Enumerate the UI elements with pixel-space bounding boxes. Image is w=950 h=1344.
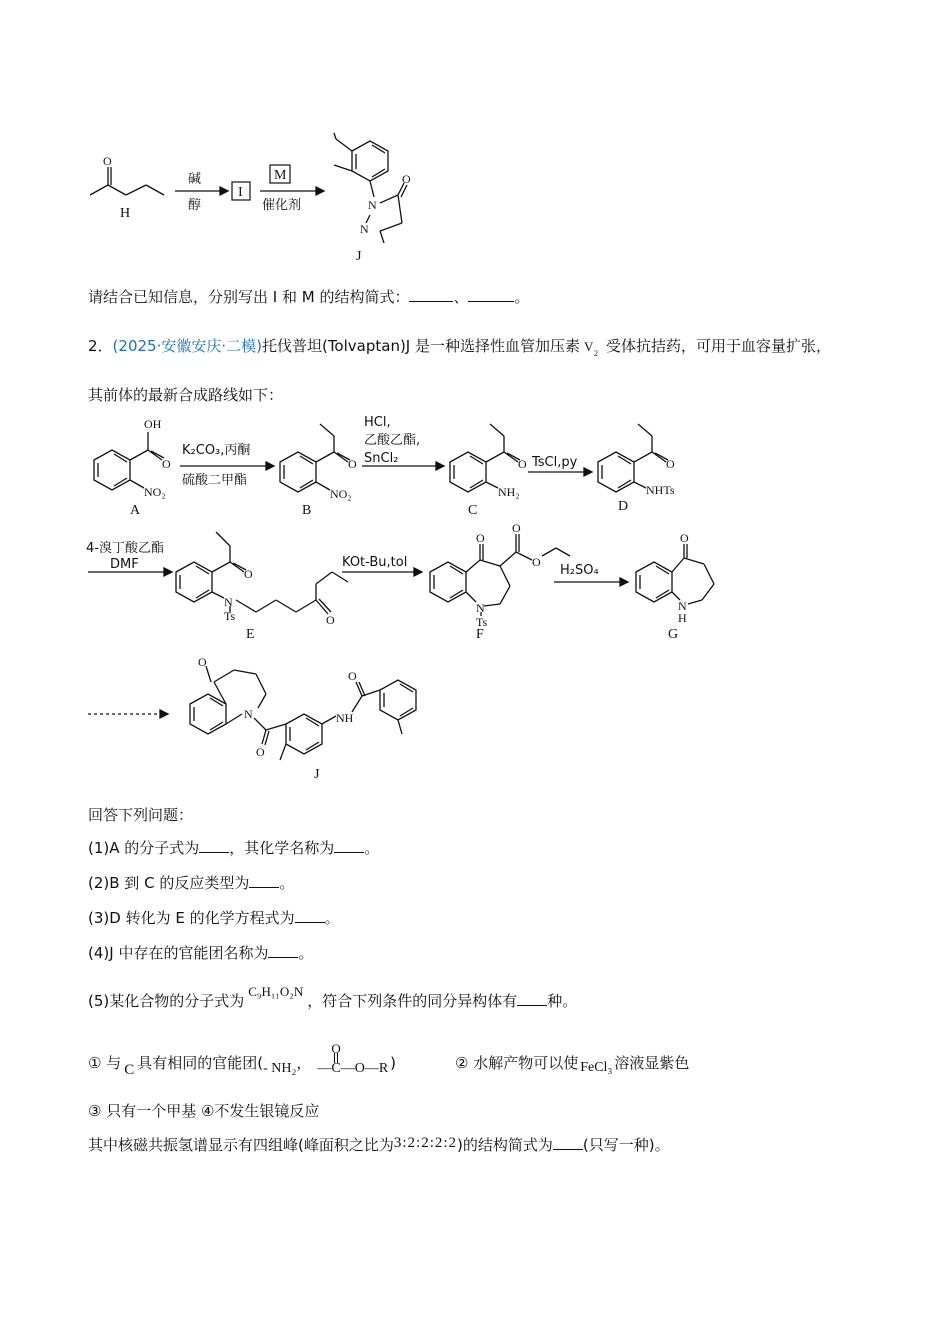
label-e: E xyxy=(246,627,255,642)
molecule-a xyxy=(94,417,171,518)
cond-1-ester-o: O xyxy=(331,1041,341,1056)
q2-number: 2． xyxy=(88,337,113,355)
cond-1-ester xyxy=(311,1041,389,1079)
svg-text:O: O xyxy=(198,655,207,669)
reagent-6: H₂SO₄ xyxy=(560,563,599,578)
molecule-d xyxy=(598,424,675,514)
svg-text:O: O xyxy=(532,555,541,569)
molecule-j xyxy=(190,655,416,782)
group-nh-j: NH xyxy=(336,711,354,725)
svg-text:O: O xyxy=(256,745,265,759)
product-j-label: J xyxy=(356,249,362,264)
answer-blank-3[interactable] xyxy=(295,908,325,923)
q-5-c: 种。 xyxy=(547,992,578,1010)
label-c: C xyxy=(468,503,478,518)
scheme-2-row-2 xyxy=(80,520,780,645)
svg-text:O: O xyxy=(244,567,253,581)
group-ts-e: Ts xyxy=(224,609,236,623)
scheme-1-diagram xyxy=(80,125,440,265)
box-i-label: I xyxy=(238,185,243,200)
molecule-g xyxy=(636,531,714,642)
answer-blank-1b[interactable] xyxy=(334,838,364,853)
reagent-5: KOt-Bu,tol xyxy=(342,555,408,570)
label-f: F xyxy=(476,627,484,642)
cond-1-close: ) xyxy=(390,1054,397,1072)
q2-intro-line xyxy=(88,336,831,356)
answer-blank-1a[interactable] xyxy=(199,838,229,853)
answer-blank-5[interactable] xyxy=(517,991,547,1006)
reagent-2-line-1: HCl, xyxy=(364,415,391,430)
last-c: (只写一种)。 xyxy=(582,1136,670,1154)
conditions-3-4: ③ 只有一个甲基 ④不发生银镜反应 xyxy=(88,1102,320,1120)
condition-2 xyxy=(455,1053,689,1075)
cond-2-a: ② 水解产物可以使 xyxy=(455,1054,579,1072)
q-1-c: 。 xyxy=(364,839,380,857)
q-3-a: (3)D 转化为 E 的化学方程式为 xyxy=(88,909,295,927)
answer-blank-2[interactable] xyxy=(249,873,279,888)
q1-sep: 、 xyxy=(453,288,469,306)
svg-text:O: O xyxy=(348,669,357,683)
q-1-b: ，其化学名称为 xyxy=(229,839,335,857)
cond-2-fecl3: FeCl₃ xyxy=(580,1060,613,1075)
reagent-base: 碱 xyxy=(188,172,202,187)
answer-blank-i[interactable] xyxy=(409,287,453,302)
svg-text:O: O xyxy=(348,457,357,471)
group-n-f: N xyxy=(476,601,485,615)
q-2-a: (2)B 到 C 的反应类型为 xyxy=(88,874,250,892)
molecule-e xyxy=(176,532,348,642)
molecule-b xyxy=(280,424,357,518)
answer-blank-m[interactable] xyxy=(468,287,514,302)
svg-text:O: O xyxy=(512,521,521,535)
q-5-b: ，符合下列条件的同分异构体有 xyxy=(307,992,518,1010)
reagent-3: TsCl,py xyxy=(532,455,578,470)
cond-1-a: ① 与 xyxy=(88,1054,122,1072)
q-4-b: 。 xyxy=(298,944,314,962)
final-question xyxy=(88,1135,670,1156)
svg-text:O: O xyxy=(103,154,112,168)
nmr-ratio: 3:2:2:2:2 xyxy=(393,1135,458,1151)
svg-text:O: O xyxy=(402,172,411,186)
svg-text:N: N xyxy=(360,222,369,236)
svg-text:O: O xyxy=(476,531,485,545)
catalyst-label: 催化剂 xyxy=(262,198,302,213)
cond-1-b: 具有相同的官能团( xyxy=(137,1054,264,1072)
reagent-1-line-2: 硫酸二甲酯 xyxy=(182,473,248,488)
molecule-c xyxy=(450,424,527,518)
q-4-a: (4)J 中存在的官能团名称为 xyxy=(88,944,269,962)
v2-subscript: 2 xyxy=(594,349,598,358)
group-n-j: N xyxy=(244,707,253,721)
q5-formula: C₉H₁₁O₂N xyxy=(248,984,304,999)
start-label: H xyxy=(120,206,131,221)
scheme-2-row-3 xyxy=(80,648,480,788)
q2-intro-b: 受体抗拮药，可用于血容量扩张， xyxy=(606,337,832,355)
group-h-g: H xyxy=(678,611,687,625)
q1-line xyxy=(88,287,529,307)
reagent-4-line-2: DMF xyxy=(110,557,139,572)
cond-1-c-symbol: C xyxy=(124,1062,135,1078)
answer-blank-4[interactable] xyxy=(268,943,298,958)
cond-1-comma: ， xyxy=(296,1054,312,1072)
svg-text:O: O xyxy=(326,613,335,627)
q-5-a: (5)某化合物的分子式为 xyxy=(88,992,245,1010)
reagent-4-line-1: 4-溴丁酸乙酯 xyxy=(86,541,164,556)
q2-source-link[interactable]: (2025·安徽安庆·二模) xyxy=(112,337,262,355)
group-n-g: N xyxy=(678,599,687,613)
reagent-alcohol: 醇 xyxy=(188,198,202,213)
reagent-2-line-2: 乙酸乙酯, xyxy=(364,433,421,448)
q2-intro-a: 托伐普坦(Tolvaptan)J 是一种选择性血管加压素 xyxy=(261,337,580,355)
box-m-label: M xyxy=(274,168,287,183)
svg-text:O: O xyxy=(680,531,689,545)
question-2 xyxy=(88,873,294,893)
molecule-f xyxy=(430,521,570,642)
question-4 xyxy=(88,943,313,963)
label-b: B xyxy=(302,503,312,518)
group-n-e: N xyxy=(224,595,233,609)
label-j: J xyxy=(314,767,320,782)
cond-1-ester-bond-2 xyxy=(337,1053,339,1063)
cond-1-ester-bond xyxy=(334,1053,336,1063)
q-1-a: (1)A 的分子式为 xyxy=(88,839,200,857)
group-o-a: O xyxy=(162,457,171,471)
group-oh: OH xyxy=(144,417,162,431)
reagent-2-line-3: SnCl₂ xyxy=(364,451,399,466)
reagent-1-line-1: K₂CO₃,丙酮 xyxy=(182,443,251,458)
label-g: G xyxy=(668,627,679,642)
q1-end: 。 xyxy=(514,288,530,306)
q2-intro-c: 其前体的最新合成路线如下： xyxy=(88,386,284,404)
scheme-2-row-1 xyxy=(80,410,780,520)
last-b: )的结构简式为 xyxy=(457,1136,553,1154)
svg-text:O: O xyxy=(518,457,527,471)
q-2-b: 。 xyxy=(279,874,295,892)
group-no2-a: NO₂ xyxy=(144,485,166,499)
questions-heading: 回答下列问题： xyxy=(88,806,194,824)
cond-2-b: 溶液显紫色 xyxy=(614,1054,690,1072)
svg-text:N: N xyxy=(368,198,377,212)
last-a: 其中核磁共振氢谱显示有四组峰(峰面积之比为 xyxy=(88,1136,394,1154)
v2-symbol: V xyxy=(584,339,594,354)
label-d: D xyxy=(618,499,629,514)
group-no2-b: NO₂ xyxy=(330,487,352,501)
svg-text:O: O xyxy=(666,457,675,471)
q1-text: 请结合已知信息，分别写出 I 和 M 的结构简式： xyxy=(88,288,410,306)
product-j-molecule xyxy=(334,133,411,264)
question-1 xyxy=(88,838,379,858)
label-a: A xyxy=(130,503,141,518)
cond-1-ester-text: —C—O—R xyxy=(317,1061,389,1076)
answer-blank-final[interactable] xyxy=(553,1135,583,1150)
group-nh2-c: NH₂ xyxy=(498,485,520,499)
question-5 xyxy=(88,984,578,1012)
condition-line-1 xyxy=(88,1041,397,1078)
q-3-b: 。 xyxy=(324,909,340,927)
cond-1-nh2: - NH₂ xyxy=(263,1061,297,1076)
start-molecule xyxy=(90,154,164,221)
group-ts-f: Ts xyxy=(476,615,488,629)
question-3 xyxy=(88,908,340,928)
group-nhts-d: NHTs xyxy=(646,483,675,497)
